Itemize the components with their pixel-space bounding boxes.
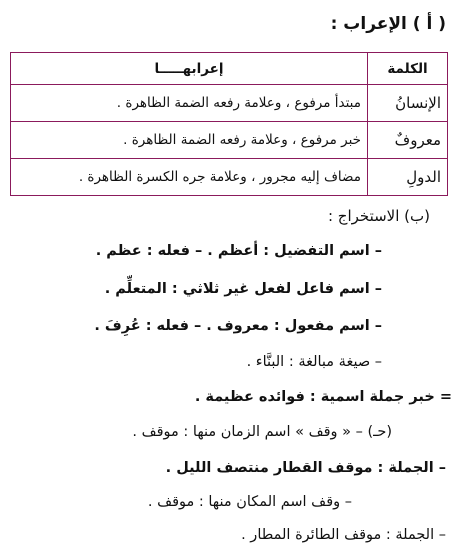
table-cell-irab: خبر مرفوع ، وعلامة رفعه الضمة الظاهرة .: [11, 122, 368, 159]
time-noun-sentence: – الجملة : موقف القطار منتصف الليل .: [165, 460, 446, 476]
irab-table-header: [11, 53, 448, 85]
column-header-irab: إعرابهـــــا: [11, 53, 368, 85]
intensive-form-line: – صيغة مبالغة : البنَّاء .: [246, 354, 382, 370]
section-c-heading: (حـ) – « وقف » اسم الزمان منها : موقف .: [132, 424, 392, 440]
table-row: [11, 159, 448, 196]
table-cell-word: الدولِ: [368, 159, 448, 196]
place-noun-sentence: – الجملة : موقف الطائرة المطار .: [241, 527, 446, 543]
table-cell-word: الإنسانُ: [368, 85, 448, 122]
nominal-predicate-line: = خبر جملة اسمية : فوائده عظيمة .: [194, 389, 452, 405]
passive-participle-line: – اسم مفعول : معروف . – فعله : عُرِفَ .: [94, 318, 382, 334]
irab-table: [10, 52, 448, 196]
place-noun-line: – وقف اسم المكان منها : موقف .: [147, 494, 352, 510]
table-row: [11, 85, 448, 122]
column-header-word: الكلمة: [368, 53, 448, 85]
active-participle-line: – اسم فاعل لفعل غير ثلاثي : المتعلِّم .: [104, 281, 382, 297]
table-cell-irab: مضاف إليه مجرور ، وعلامة جره الكسرة الظاهرة .: [11, 159, 368, 196]
section-a-heading: ( أ ) الإعراب :: [330, 14, 446, 34]
table-cell-word: معروفٌ: [368, 122, 448, 159]
table-row: [11, 122, 448, 159]
table-cell-irab: مبتدأ مرفوع ، وعلامة رفعه الضمة الظاهرة .: [11, 85, 368, 122]
section-b-heading: (ب) الاستخراج :: [327, 207, 430, 225]
superlative-line: – اسم التفضيل : أعظم . – فعله : عظم .: [95, 243, 382, 259]
